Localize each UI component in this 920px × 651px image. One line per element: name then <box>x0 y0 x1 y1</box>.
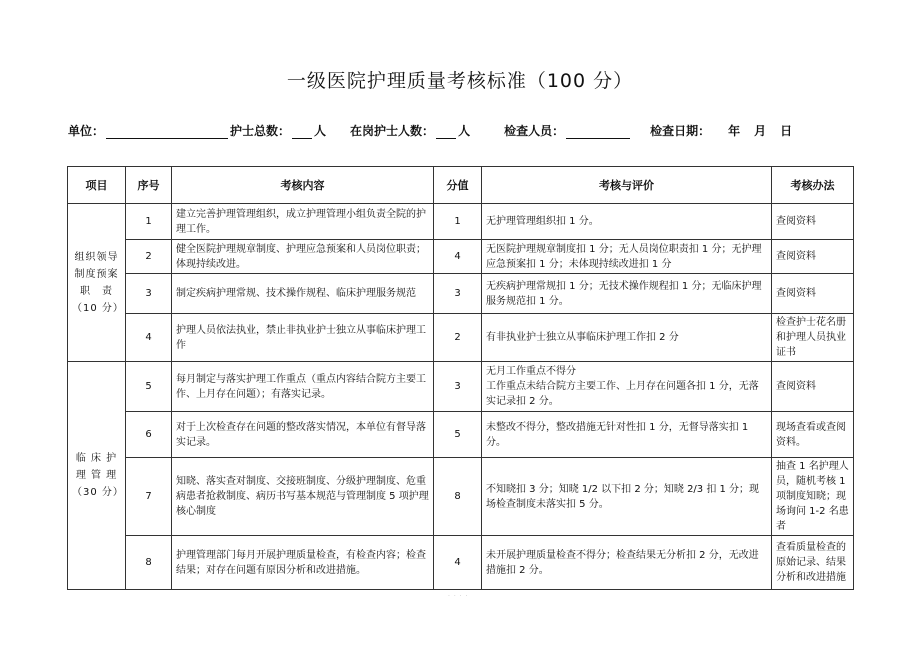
on-duty-unit: 人 <box>458 124 471 138</box>
row-no: 1 <box>126 204 172 240</box>
table-row <box>68 274 854 314</box>
row-content: 护理人员依法执业，禁止非执业护士独立从事临床护理工作 <box>172 314 434 362</box>
row-method: 查阅资料 <box>772 362 854 412</box>
on-duty-label: 在岗护士人数： <box>350 124 435 138</box>
nurse-total-unit: 人 <box>314 124 327 138</box>
row-method: 查看质量检查的原始记录、结果分析和改进措施 <box>772 536 854 590</box>
assessment-table <box>67 166 854 590</box>
row-score: 4 <box>434 536 482 590</box>
row-no: 8 <box>126 536 172 590</box>
row-no: 3 <box>126 274 172 314</box>
row-method: 查阅资料 <box>772 240 854 274</box>
header-no: 序号 <box>126 167 172 204</box>
table-row <box>68 536 854 590</box>
row-eval: 无护理管理组织扣 1 分。 <box>482 204 772 240</box>
month-label: 月 <box>754 124 767 138</box>
row-no: 2 <box>126 240 172 274</box>
row-eval: 无疾病护理常规扣 1 分；无技术操作规程扣 1 分；无临床护理服务规范扣 1 分。 <box>482 274 772 314</box>
table-header-row <box>68 167 854 204</box>
info-line <box>68 122 792 142</box>
date-label: 检查日期： <box>650 124 711 138</box>
row-method: 查阅资料 <box>772 204 854 240</box>
row-eval: 无医院护理规章制度扣 1 分；无人员岗位职责扣 1 分；无护理应急预案扣 1 分；未体现持续改进扣 1 分 <box>482 240 772 274</box>
table-row <box>68 412 854 458</box>
header-eval: 考核与评价 <box>482 167 772 204</box>
category-cell: 组织领导 制度预案 职 责 （10 分） <box>68 204 126 362</box>
table-row <box>68 362 854 412</box>
row-eval: 不知晓扣 3 分；知晓 1/2 以下扣 2 分；知晓 2/3 扣 1 分；现场检查制度未落实扣 5 分。 <box>482 458 772 536</box>
table-row <box>68 240 854 274</box>
on-duty-field[interactable] <box>436 124 456 139</box>
row-score: 3 <box>434 274 482 314</box>
day-label: 日 <box>780 124 793 138</box>
row-method: 查阅资料 <box>772 274 854 314</box>
page-footer-marks: · · · · <box>448 593 469 600</box>
table-row <box>68 204 854 240</box>
header-score: 分值 <box>434 167 482 204</box>
row-score: 2 <box>434 314 482 362</box>
row-no: 4 <box>126 314 172 362</box>
header-item: 项目 <box>68 167 126 204</box>
unit-field[interactable] <box>106 124 228 139</box>
row-score: 4 <box>434 240 482 274</box>
row-eval: 未整改不得分，整改措施无针对性扣 1 分，无督导落实扣 1 分。 <box>482 412 772 458</box>
row-method: 抽查 1 名护理人员，随机考核 1 项制度知晓；现场询问 1-2 名患者 <box>772 458 854 536</box>
year-label: 年 <box>728 124 741 138</box>
row-method: 现场查看或查阅资料。 <box>772 412 854 458</box>
page-title: 一级医院护理质量考核标准（100 分） <box>286 70 634 92</box>
header-content: 考核内容 <box>172 167 434 204</box>
row-score: 3 <box>434 362 482 412</box>
category-cell: 临 床 护 理 管 理 （30 分） <box>68 362 126 590</box>
row-content: 建立完善护理管理组织，成立护理管理小组负责全院的护理工作。 <box>172 204 434 240</box>
row-eval: 无月工作重点不得分 工作重点未结合院方主要工作、上月存在问题各扣 1 分，无落实记录扣 2 分。 <box>482 362 772 412</box>
unit-label: 单位： <box>68 124 105 138</box>
table-row <box>68 314 854 362</box>
row-method: 检查护士花名册和护理人员执业证书 <box>772 314 854 362</box>
row-no: 5 <box>126 362 172 412</box>
row-content: 护理管理部门每月开展护理质量检查，有检查内容；检查结果；对存在问题有原因分析和改进措施。 <box>172 536 434 590</box>
row-content: 制定疾病护理常规、技术操作规程、临床护理服务规范 <box>172 274 434 314</box>
row-content: 知晓、落实查对制度、交接班制度、分级护理制度、危重病患者抢救制度、病历书写基本规范与管理制度 5 项护理核心制度 <box>172 458 434 536</box>
row-eval: 未开展护理质量检查不得分；检查结果无分析扣 2 分，无改进措施扣 2 分。 <box>482 536 772 590</box>
row-no: 7 <box>126 458 172 536</box>
row-content: 每月制定与落实护理工作重点（重点内容结合院方主要工作、上月存在问题）；有落实记录。 <box>172 362 434 412</box>
row-eval: 有非执业护士独立从事临床护理工作扣 2 分 <box>482 314 772 362</box>
row-no: 6 <box>126 412 172 458</box>
inspector-label: 检查人员： <box>504 124 565 138</box>
row-score: 1 <box>434 204 482 240</box>
nurse-total-field[interactable] <box>292 124 312 139</box>
header-method: 考核办法 <box>772 167 854 204</box>
row-score: 8 <box>434 458 482 536</box>
nurse-total-label: 护士总数： <box>230 124 291 138</box>
inspector-field[interactable] <box>566 124 630 139</box>
row-content: 健全医院护理规章制度、护理应急预案和人员岗位职责；体现持续改进。 <box>172 240 434 274</box>
row-content: 对于上次检查存在问题的整改落实情况，本单位有督导落实记录。 <box>172 412 434 458</box>
table-row <box>68 458 854 536</box>
row-score: 5 <box>434 412 482 458</box>
